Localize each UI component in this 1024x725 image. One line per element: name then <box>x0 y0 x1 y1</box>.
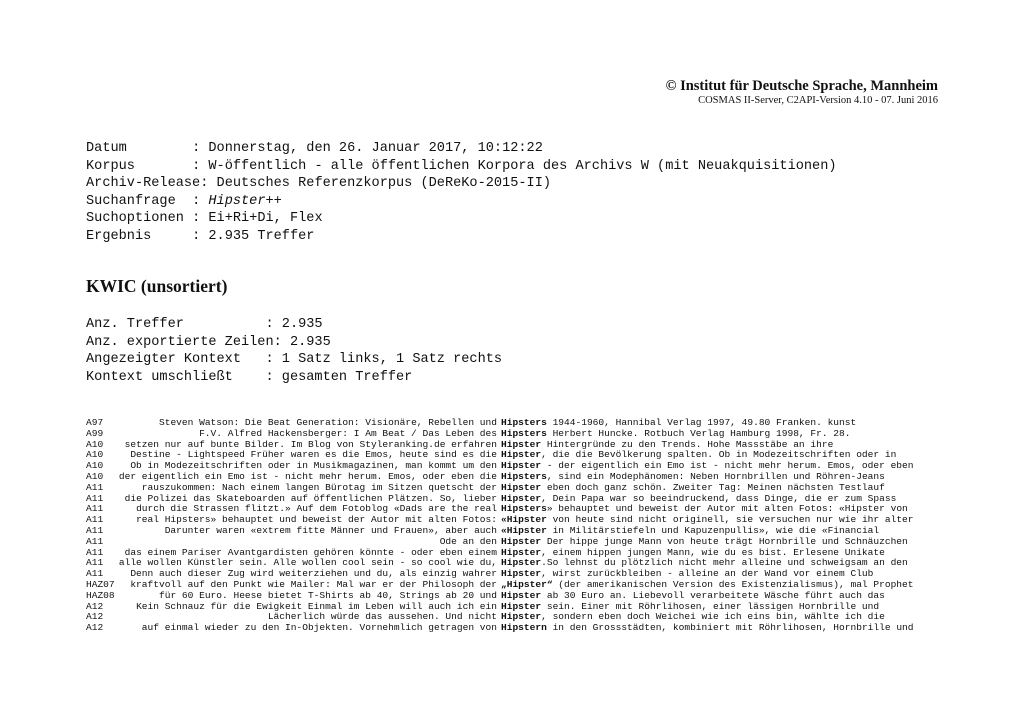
kwic-left-context: das einem Pariser Avantgardisten gehören könnte - oder eben einem <box>124 547 497 558</box>
kwic-keyword: Hipster <box>501 438 542 450</box>
kwic-keyword: Hipster <box>501 557 542 569</box>
institute-title: © Institut für Deutsche Sprache, Mannheim <box>665 78 938 94</box>
kwic-left-context: F.V. Alfred Hackensberger: I Am Beat / Das Leben des <box>199 428 497 439</box>
meta-label: Kontext umschließt <box>86 369 266 385</box>
meta-row: Datum : Donnerstag, den 26. Januar 2017, 10:12:22 <box>86 141 543 156</box>
kwic-keyword: Hipster <box>501 568 542 580</box>
kwic-left-context: Denn auch dieser Zug wird weiterziehen und du, als einzig wahrer <box>130 569 497 580</box>
query-metadata <box>86 140 837 246</box>
meta-label: Korpus <box>86 158 193 174</box>
meta-value: Donnerstag, den 26. Januar 2017, 10:12:22 <box>208 141 543 156</box>
kwic-source: A11 <box>86 503 104 515</box>
kwic-left-context: Darunter waren «extrem fitte Männer und Frauen», aber auch <box>164 525 497 536</box>
meta-row: Ergebnis : 2.935 Treffer <box>86 228 315 244</box>
kwic-right-context: 1944-1960, Hannibal Verlag 1997, 49.80 Franken. kunst <box>546 417 857 428</box>
kwic-keyword: Hipsters <box>501 503 547 515</box>
meta-row: Suchanfrage : Hipster++ <box>86 193 282 209</box>
kwic-right-context: (der amerikanischen Version des Existenzialismus), mal Prophet <box>552 578 914 590</box>
kwic-right-context: , die die Bevölkerung spalten. Ob in Modezeitschriften oder in <box>541 449 897 461</box>
kwic-keyword: Hipster <box>501 611 542 623</box>
kwic-left-context: Ode an den <box>439 536 497 547</box>
kwic-right-context: , einem hippen jungen Mann, wie du es bist. Erlesene Unikate <box>541 546 885 558</box>
kwic-keyword: Hipsters <box>501 427 547 439</box>
kwic-right-context: Hintergründe zu den Trends. Hohe Massstäbe an ihre <box>541 438 834 450</box>
kwic-right-context: sein. Einer mit Röhrlihosen, einer lässigen Hornbrille und <box>541 600 880 612</box>
kwic-keyword: Hipster <box>501 589 542 601</box>
meta-value: 1 Satz links, 1 Satz rechts <box>281 352 503 368</box>
meta-label: Anz. Treffer <box>86 317 266 332</box>
kwic-source: A10 <box>86 470 104 482</box>
kwic-source: A10 <box>86 438 104 450</box>
meta-row: Korpus : W-öffentlich - alle öffentlichen Korpora des Archivs W (mit Neuakquisitionen) <box>86 158 837 174</box>
kwic-source: A99 <box>86 427 104 439</box>
kwic-source: A11 <box>86 514 104 526</box>
kwic-keyword: „Hipster“ <box>501 578 553 590</box>
kwic-source: A10 <box>86 449 104 461</box>
meta-label: Datum <box>86 141 193 156</box>
kwic-keyword: Hipster <box>501 449 542 461</box>
kwic-source: A12 <box>86 611 104 623</box>
kwic-right-context: Der hippe junge Mann von heute trägt Hornbrille und Schnäuzchen <box>541 535 908 547</box>
kwic-source: HAZ08 <box>86 589 115 601</box>
kwic-right-context: , wirst zurückbleiben - alleine an der Wand vor einem Club <box>541 568 874 580</box>
kwic-keyword: «Hipster <box>501 524 547 536</box>
kwic-source: A11 <box>86 481 104 493</box>
kwic-source: A11 <box>86 546 104 558</box>
kwic-right-context: Herbert Huncke. Rotbuch Verlag Hamburg 1998, Fr. 28. <box>546 427 851 439</box>
meta-label: Ergebnis <box>86 228 193 244</box>
kwic-keyword: Hipster <box>501 535 542 547</box>
meta-value: gesamten Treffer <box>281 369 413 385</box>
kwic-left-context: Steven Watson: Die Beat Generation: Visionäre, Rebellen und <box>158 418 497 428</box>
meta-row: Archiv-Release: Deutsches Referenzkorpus (DeReKo-2015-II) <box>86 176 552 192</box>
kwic-source: A11 <box>86 535 104 547</box>
kwic-right-context: , sind ein Modephänomen: Neben Hornbrillen und Röhren-Jeans <box>546 470 885 482</box>
kwic-right-context: .So lehnst du plötzlich nicht mehr alleine und schweigsam an den <box>541 557 908 569</box>
kwic-keyword: Hipster <box>501 460 542 472</box>
kwic-source: A11 <box>86 557 104 569</box>
kwic-right-context: eben doch ganz schön. Zweiter Tag: Meinen nächsten Testlauf <box>541 481 885 493</box>
meta-label: Suchoptionen <box>86 211 193 227</box>
meta-value: 2.935 <box>281 317 323 332</box>
server-version: COSMAS II-Server, C2API-Version 4.10 - 07. Juni 2016 <box>698 95 938 106</box>
kwic-right-context: von heute sind nicht originell, sie versuchen nur wie ihr alter <box>546 514 914 526</box>
meta-value: 2.935 <box>289 334 331 350</box>
meta-row: Kontext umschließt : gesamten Treffer <box>86 369 413 385</box>
kwic-metadata <box>86 316 502 386</box>
kwic-left-context: rauszukommen: Nach einem langen Bürotag im Sitzen quetscht der <box>141 482 497 493</box>
kwic-left-context: kraftvoll auf den Punkt wie Mailer: Mal war er der Philosoph der <box>130 579 497 590</box>
meta-row: Angezeigter Kontext : 1 Satz links, 1 Satz rechts <box>86 352 503 368</box>
kwic-line <box>86 623 936 634</box>
kwic-source: A12 <box>86 600 104 612</box>
kwic-left-context: Destine - Lightspeed Früher waren es die Emos, heute sind es die <box>130 450 497 461</box>
kwic-keyword: Hipsters <box>501 417 547 428</box>
kwic-right-context: » behauptet und beweist der Autor mit alten Fotos: «Hipster von <box>546 503 908 515</box>
kwic-left-context: Lächerlich würde das aussehen. Und nicht <box>267 612 497 623</box>
kwic-left-context: die Polizei das Skateboarden auf öffentlichen Plätzen. So, lieber <box>124 493 497 504</box>
kwic-left-context: auf einmal wieder zu den In-Objekten. Vornehmlich getragen von <box>141 623 497 634</box>
kwic-right-context: in den Grossstädten, kombiniert mit Röhrlihosen, Hornbrille und <box>546 622 914 634</box>
meta-row: Suchoptionen : Ei+Ri+Di, Flex <box>86 211 323 227</box>
kwic-left-context: für 60 Euro. Heese bietet T-Shirts ab 40, Strings ab 20 und <box>158 590 497 601</box>
kwic-keyword: Hipsters <box>501 470 547 482</box>
kwic-hit-and-right-context <box>501 623 914 634</box>
meta-value: Ei+Ri+Di, Flex <box>208 211 323 227</box>
kwic-keyword: Hipster <box>501 492 542 504</box>
kwic-keyword: Hipstern <box>501 622 547 634</box>
kwic-left-context: Kein Schnauz für die Ewigkeit Einmal im Leben will auch ich ein <box>136 601 497 612</box>
kwic-left-context: setzen nur auf bunte Bilder. Im Blog von Styleranking.de erfahren <box>124 439 497 450</box>
kwic-right-context: ab 30 Euro an. Liebevoll verarbeitete Wäsche führt auch das <box>541 589 885 601</box>
kwic-right-context: - der eigentlich ein Emo ist - nicht mehr herum. Emos, oder eben <box>541 460 914 472</box>
meta-value: Hipster++ <box>208 193 282 209</box>
kwic-left-context: Ob in Modezeitschriften oder in Musikmagazinen, man kommt um den <box>130 461 497 472</box>
meta-value: 2.935 Treffer <box>208 228 315 244</box>
meta-label: Suchanfrage <box>86 193 193 209</box>
kwic-keyword: Hipster <box>501 546 542 558</box>
kwic-source: A97 <box>86 417 104 428</box>
kwic-source: HAZ07 <box>86 578 115 590</box>
kwic-right-context: in Militärstiefeln und Kapuzenpullis», wie die «Financial <box>546 524 880 536</box>
meta-row: Anz. Treffer : 2.935 <box>86 317 323 332</box>
kwic-left-context: durch die Strassen flitzt.» Auf dem Fotoblog «Dads are the real <box>136 504 497 515</box>
meta-value: Deutsches Referenzkorpus (DeReKo-2015-II) <box>216 176 552 192</box>
kwic-heading: KWIC (unsortiert) <box>86 276 228 296</box>
kwic-right-context: , Dein Papa war so beeindruckend, dass Dinge, die er zum Spass <box>541 492 897 504</box>
kwic-keyword: Hipster <box>501 600 542 612</box>
kwic-keyword: Hipster <box>501 481 542 493</box>
kwic-keyword: «Hipster <box>501 514 547 526</box>
kwic-source: A11 <box>86 568 104 580</box>
kwic-source: A11 <box>86 524 104 536</box>
meta-label: Archiv-Release <box>86 176 201 192</box>
kwic-source: A10 <box>86 460 104 472</box>
kwic-source: A11 <box>86 492 104 504</box>
kwic-right-context: , sondern eben doch Weichei wie ich eins bin, wählte ich die <box>541 611 885 623</box>
meta-value: W-öffentlich - alle öffentlichen Korpora des Archivs W (mit Neuakquisitionen) <box>208 158 837 174</box>
kwic-left-context: alle wollen Künstler sein. Alle wollen cool sein - so cool wie du, <box>118 558 497 569</box>
meta-row: Anz. exportierte Zeilen: 2.935 <box>86 334 331 350</box>
kwic-list <box>86 418 936 634</box>
meta-label: Anz. exportierte Zeilen <box>86 334 274 350</box>
kwic-left-context: real Hipsters» behauptet und beweist der Autor mit alten Fotos: <box>136 515 497 526</box>
meta-label: Angezeigter Kontext <box>86 352 266 368</box>
kwic-left-context: der eigentlich ein Emo ist - nicht mehr herum. Emos, oder eben die <box>118 471 497 482</box>
kwic-source: A12 <box>86 622 104 634</box>
